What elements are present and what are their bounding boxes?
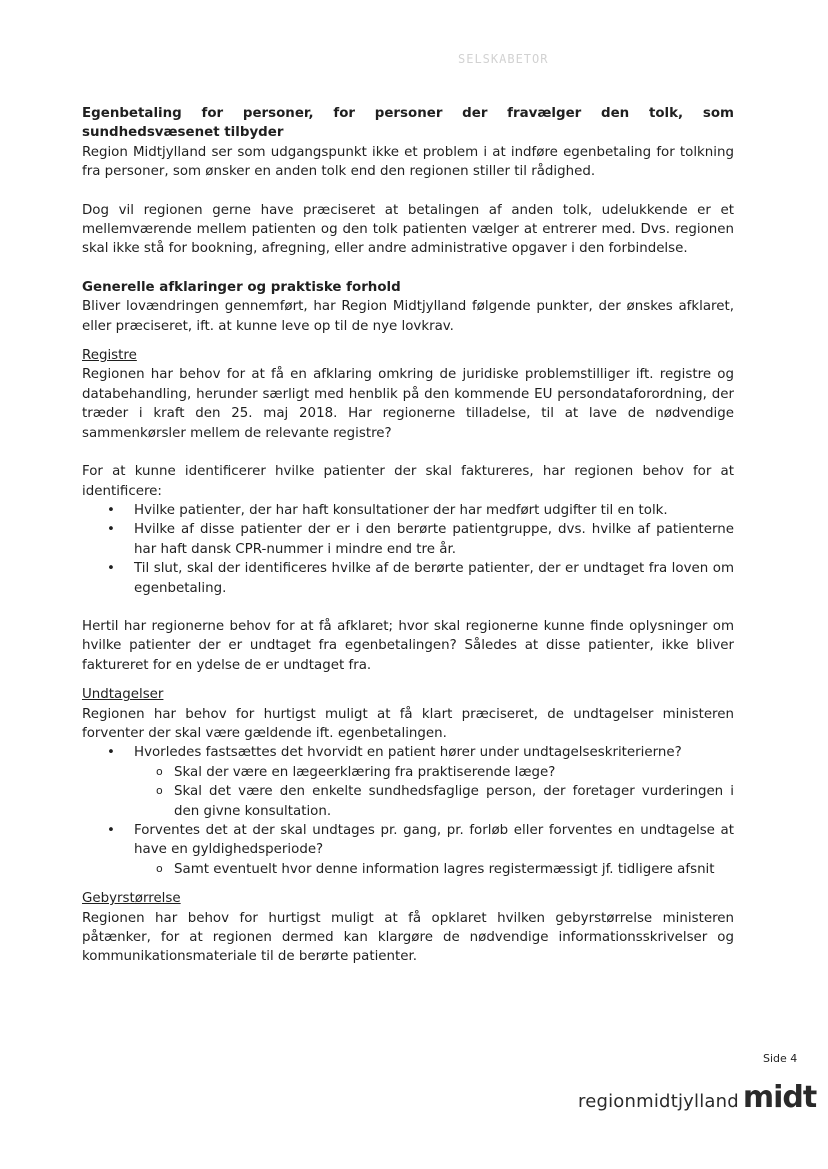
list-item: • Hvilke patienter, der har haft konsultationer der har medført udgifter til en tolk. xyxy=(82,501,734,520)
paragraph: Hertil har regionerne behov for at få afklaret; hvor skal regionerne kunne finde oplysninger om hvilke patienter der er undtaget fra egenbetalingen? Således at disse patienter, ikke bliver faktureret for en ydelse de er undtaget fra. xyxy=(82,618,734,673)
undtagelser-sublist-2 xyxy=(82,860,734,879)
heading-egenbetaling: Egenbetaling for personer, for personer der fravælger den tolk, som sundhedsvæsenet tilbyder xyxy=(82,106,734,141)
faint-header-stamp: SELSKABETOR xyxy=(458,52,549,66)
page-number: Side 4 xyxy=(763,1052,798,1065)
sub-list-item: o Samt eventuelt hvor denne information lagres registermæssigt jf. tidligere afsnit xyxy=(82,860,734,879)
logo-text: regionmidtjylland xyxy=(578,1091,739,1112)
undtagelser-bullet-list-2 xyxy=(82,821,734,860)
undtagelser-bullet-list xyxy=(82,743,734,762)
subheading-undtagelser: Undtagelser xyxy=(82,687,164,703)
region-logo xyxy=(578,1080,816,1115)
undtagelser-sublist-1 xyxy=(82,763,734,821)
subheading-gebyr: Gebyrstørrelse xyxy=(82,891,181,907)
list-item: • Hvilke af disse patienter der er i den berørte patientgruppe, dvs. hvilke af patienterne har haft dansk CPR-nummer i mindre end tre år. xyxy=(82,520,734,559)
list-item: • Til slut, skal der identificeres hvilke af de berørte patienter, der er undtaget fra loven om egenbetaling. xyxy=(82,559,734,598)
logo-mark: midt xyxy=(742,1080,817,1115)
paragraph: For at kunne identificerer hvilke patienter der skal faktureres, har regionen behov for at identificere: xyxy=(82,464,734,499)
list-item xyxy=(82,743,734,762)
list-item-text: Hvorledes fastsættes det hvorvidt en patient hører under undtagelseskriterierne? xyxy=(134,745,682,761)
list-item: • Forventes det at der skal undtages pr. gang, pr. forløb eller forventes en undtagelse at have en gyldighedsperiode? xyxy=(82,821,734,860)
paragraph: Regionen har behov for at få en afklaring omkring de juridiske problemstilliger ift. registre og databehandling, herunder særligt med henblik på den kommende EU persondataforordning, der træder i kraft den 25. maj 2018. Har regionerne tilladelse, til at lave de nødvendige sammenkørsler mellem de relevante registre? xyxy=(82,367,734,441)
subheading-registre: Registre xyxy=(82,348,137,364)
paragraph: Dog vil regionen gerne have præciseret at betalingen af anden tolk, udelukkende er et mellemværende mellem patienten og den tolk patienten vælger at entrerer med. Dvs. regionen skal ikke stå for bookning, afregning, eller andre administrative opgaver i den forbindelse. xyxy=(82,202,734,257)
registre-bullet-list xyxy=(82,501,734,598)
heading-generelle: Generelle afklaringer og praktiske forhold xyxy=(82,279,401,295)
sub-list-item: o Skal det være den enkelte sundhedsfaglige person, der foretager vurderingen i den givne konsultation. xyxy=(82,782,734,821)
paragraph: Regionen har behov for hurtigst muligt at få opklaret hvilken gebyrstørrelse ministeren påtænker, for at regionen dermed kan klargøre de nødvendige informationsskrivelser og kommunikationsmateriale til de berørte patienter. xyxy=(82,910,734,965)
document-body xyxy=(82,104,734,967)
sub-list-item: o Skal der være en lægeerklæring fra praktiserende læge? xyxy=(82,763,734,782)
paragraph: Bliver lovændringen gennemført, har Region Midtjylland følgende punkter, der ønskes afklaret, eller præciseret, ift. at kunne leve op til de nye lovkrav. xyxy=(82,299,734,334)
paragraph: Region Midtjylland ser som udgangspunkt ikke et problem i at indføre egenbetaling for tolkning fra personer, som ønsker en anden tolk end den regionen stiller til rådighed. xyxy=(82,144,734,180)
paragraph: Regionen har behov for hurtigst muligt at få klart præciseret, de undtagelser ministeren forventer der skal være gældende ift. egenbetalingen. xyxy=(82,706,734,741)
